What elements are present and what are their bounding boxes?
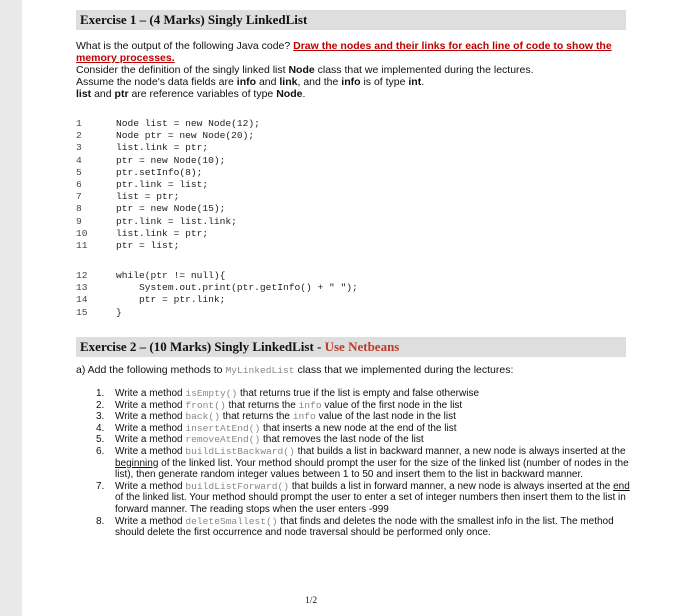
- question-text: What is the output of the following Java code?: [76, 40, 294, 52]
- task-item: 6. Write a method buildListBackward() that builds a list in backward manner, a new node is always inserted at the beginning of the linked list. Your method should prompt the user for the size of the linked list (number of nodes in the list), then generate random integer values between 1 to 50 and insert them to the list in backward manner.: [96, 445, 629, 481]
- code-line: 5 ptr.setInfo(8);: [76, 166, 203, 178]
- consider-text-c: class that we implemented during the lectures.: [314, 64, 534, 76]
- netbeans-label: Use Netbeans: [324, 339, 400, 354]
- refs-text-e: Node: [276, 88, 303, 100]
- code-line: 10 list.link = ptr;: [76, 227, 209, 239]
- assume-text-g: is of type: [360, 76, 409, 88]
- assume-text-d: link: [279, 76, 298, 88]
- task-item: 3. Write a method back() that returns the info value of the last node in the list: [96, 411, 456, 423]
- task-item: 8. Write a method deleteSmallest() that finds and deletes the node with the smallest info in the list. The method should delete the first occurrence and node traversal should be performed only once.: [96, 515, 614, 539]
- question-line: [76, 40, 636, 64]
- assume-text-b: info: [236, 76, 257, 88]
- task-item: 7. Write a method buildListForward() that builds a list in forward manner, a new node is always inserted at the end of the linked list. Your method should prompt the user to enter a set of integer numbers then insert them to the list in forward manner. The reading stops when the user enters -999: [96, 480, 630, 515]
- refs-text-b: and: [91, 88, 115, 100]
- exercise-2-title: Exercise 2 – (10 Marks) Singly LinkedList -: [80, 339, 325, 354]
- assume-text-f: info: [341, 76, 361, 88]
- code-line: 2 Node ptr = new Node(20);: [76, 130, 255, 142]
- code-line: 1 Node list = new Node(12);: [76, 118, 260, 129]
- refs-text-a: list: [76, 88, 92, 100]
- assume-line: [76, 76, 636, 88]
- code-block-a: [76, 118, 260, 252]
- task-item: 5. Write a method removeAtEnd() that removes the last node of the list: [96, 434, 424, 446]
- code-line: 6 ptr.link = list;: [76, 179, 209, 191]
- code-line: 12 while(ptr != null){: [76, 270, 226, 281]
- refs-line: [76, 88, 636, 100]
- task-item: 1. Write a method isEmpty() that returns true if the list is empty and false otherwise: [96, 388, 480, 399]
- exercise-1-intro: [76, 40, 636, 100]
- refs-text-c: ptr: [114, 88, 129, 100]
- code-line: 4 ptr = new Node(10);: [76, 154, 226, 166]
- part-a-intro: [76, 364, 513, 376]
- task-item: 4. Write a method insertAtEnd() that inserts a new node at the end of the list: [96, 422, 457, 434]
- refs-text-f: .: [302, 88, 306, 100]
- code-line: 3 list.link = ptr;: [76, 142, 209, 154]
- assume-text-h: int: [408, 76, 422, 88]
- refs-text-d: are reference variables of type: [128, 88, 277, 100]
- code-line: 15 }: [76, 306, 122, 318]
- code-line: 9 ptr.link = list.link;: [76, 215, 237, 227]
- exercise-1-title: Exercise 1 – (4 Marks) Singly LinkedList: [80, 12, 308, 27]
- assume-text-c: and: [256, 76, 280, 88]
- code-line: 7 list = ptr;: [76, 191, 180, 203]
- question-instruction-link: Draw the nodes and their links for each line of code to show the memory processes.: [76, 40, 612, 64]
- code-line: 11 ptr = list;: [76, 240, 180, 252]
- task-item: 2. Write a method front() that returns the info value of the first node in the list: [96, 399, 463, 411]
- task-list: [96, 388, 636, 539]
- exercise-1-heading: [76, 10, 626, 30]
- code-line: 8 ptr = new Node(15);: [76, 203, 226, 215]
- page-number: 1/2: [305, 596, 318, 606]
- part-a-class-name: MyLinkedList: [225, 365, 295, 376]
- consider-text-b: Node: [288, 64, 315, 76]
- consider-line: [76, 64, 636, 76]
- code-block-b: [76, 270, 358, 319]
- left-margin-strip: [0, 0, 22, 616]
- exercise-2-heading: [76, 337, 626, 357]
- code-line: 14 ptr = ptr.link;: [76, 294, 226, 306]
- part-a-text-1: a) Add the following methods to: [76, 364, 226, 376]
- code-line: 13 System.out.print(ptr.getInfo() + " ");: [76, 282, 358, 294]
- assume-text-e: , and the: [297, 76, 342, 88]
- assume-text-a: Assume the node's data fields are: [76, 76, 237, 88]
- assume-text-i: .: [421, 76, 425, 88]
- part-a-text-2: class that we implemented during the lectures:: [294, 364, 514, 376]
- consider-text-a: Consider the definition of the singly linked list: [76, 64, 289, 76]
